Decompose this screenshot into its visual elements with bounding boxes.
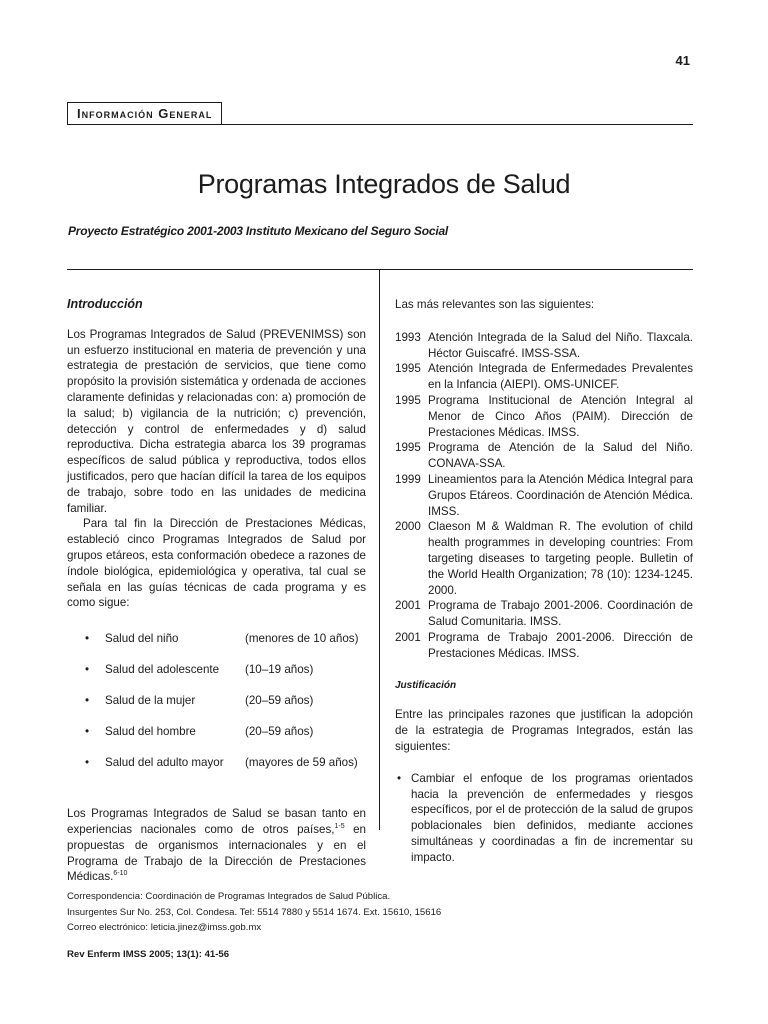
reference-superscript: 6-10: [113, 870, 128, 878]
groups-paragraph: Para tal fin la Dirección de Prestaciones Médicas, estableció cinco Programas Integrados de Salud por grupos etáreos, esta conformación obedece a razones de índole biológica, epidemiológica y operativa, tal cual se señala en las guías técnicas de cada programa y es como sigue:: [67, 517, 366, 610]
bullet-icon: •: [85, 725, 90, 739]
group-name: Salud del adolescente: [105, 663, 220, 677]
reasons-list: [395, 771, 693, 866]
section-tag: Información General: [67, 102, 222, 125]
reference-year: 2001: [395, 599, 421, 613]
group-age-range: (mayores de 59 años): [245, 756, 358, 770]
group-age-range: (20–59 años): [245, 725, 314, 739]
reference-item: [395, 598, 693, 630]
bullet-icon: •: [85, 663, 90, 677]
reference-year: 2001: [395, 630, 421, 644]
section-heading-justificacion: Justificación: [395, 679, 457, 691]
group-age-range: (menores de 10 años): [245, 632, 359, 646]
bullet-icon: •: [397, 771, 402, 785]
reference-text: Programa de Trabajo 2001-2006. Dirección de Prestaciones Médicas. IMSS.: [428, 630, 693, 660]
group-name: Salud del hombre: [105, 725, 196, 739]
reference-text: Programa de Trabajo 2001-2006. Coordinación de Salud Comunitaria. IMSS.: [428, 599, 693, 629]
bullet-icon: •: [85, 632, 90, 646]
list-item: [67, 631, 366, 662]
list-item: [395, 771, 693, 866]
reference-text: Programa de Atención de la Salud del Niño. CONAVA-SSA.: [428, 441, 693, 471]
reference-item: [395, 472, 693, 519]
group-age-range: (10–19 años): [245, 663, 314, 677]
journal-citation: Rev Enferm IMSS 2005; 13(1): 41-56: [67, 949, 230, 960]
justification-intro: Entre las principales razones que justifican la adopción de la estrategia de Programas Integrados, están las siguientes:: [395, 708, 693, 753]
reference-text: Claeson M & Waldman R. The evolution of child health programmes in developing countries: From targeting diseases to targeting people. Bulletin of the World Health Organization; 78 (10): 1234-1245. 2000.: [428, 520, 693, 597]
reference-text: Lineamientos para la Atención Médica Integral para Grupos Etáreos. Coordinación de Atención Médica. IMSS.: [428, 472, 693, 518]
basis-paragraph: [67, 806, 366, 885]
subtitle: Proyecto Estratégico 2001-2003 Instituto Mexicano del Seguro Social: [68, 224, 449, 238]
age-group-list: [67, 631, 366, 786]
reference-item: [395, 330, 693, 362]
intro-paragraph: Los Programas Integrados de Salud (PREVENIMSS) son un esfuerzo institucional en materia de prevención y una estrategia de prestación de servicios, que tiene como propósito la provisión sistemática y ordenada de acciones claramente definidas y relacionadas con: a) promoción de la salud; b) vigilancia de la nutrición; c) prevención, detección y control de enfermedades y d) salud reproductiva. Dicha estrategia abarca los 39 programas específicos de salud pública y reproductiva, todos ellos justificados, pero que hacían difícil la tarea de los equipos de trabajo, sobre todo en las unidades de medicina familiar.: [67, 327, 366, 515]
section-heading-introduccion: Introducción: [67, 297, 143, 311]
correspondence-block: [67, 889, 693, 936]
list-item: [67, 662, 366, 693]
bullet-icon: •: [85, 756, 90, 770]
references-intro: Las más relevantes son las siguientes:: [395, 298, 595, 311]
reference-item: [395, 440, 693, 472]
reference-text: Atención Integrada de la Salud del Niño. Tlaxcala. Héctor Guiscafré. IMSS-SSA.: [428, 330, 693, 360]
reference-year: 1999: [395, 472, 421, 486]
reference-item: [395, 519, 693, 598]
group-name: Salud del adulto mayor: [105, 756, 224, 770]
bullet-icon: •: [85, 694, 90, 708]
correspondence-line: Correspondencia: Coordinación de Programas Integrados de Salud Pública.: [67, 891, 391, 902]
basis-text-a: Los Programas Integrados de Salud se basan tanto en experiencias nacionales como de otros países,: [67, 807, 366, 836]
left-column: [67, 297, 366, 885]
reference-superscript: 1-5: [334, 823, 345, 831]
reference-year: 1993: [395, 330, 421, 344]
page-number: 41: [675, 53, 690, 68]
reason-text: Cambiar el enfoque de los programas orientados hacia la prevención de enfermedades y riesgos específicos, por el de protección de la salud de grupos poblacionales bien definidos, mediante acciones simultáneas y coordinadas a fin de incrementar su impacto.: [411, 771, 693, 864]
group-name: Salud de la mujer: [105, 694, 196, 708]
group-name: Salud del niño: [105, 632, 179, 646]
email-line: Correo electrónico: leticia.jinez@imss.gob.mx: [67, 922, 262, 933]
list-item: [67, 693, 366, 724]
address-line: Insurgentes Sur No. 253, Col. Condesa. Tel: 5514 7880 y 5514 1674. Ext. 15610, 15616: [67, 906, 442, 918]
list-item: [67, 755, 366, 786]
right-column: [395, 297, 693, 866]
column-divider: [379, 269, 380, 830]
reference-year: 1995: [395, 393, 421, 407]
header-rule: [67, 269, 693, 270]
basis-text-b: en propuestas de organismos internacionales y en el Programa de Trabajo de la Dirección de Prestaciones Médicas.: [67, 822, 366, 884]
reference-item: [395, 393, 693, 440]
group-age-range: (20–59 años): [245, 694, 314, 708]
reference-text: Programa Institucional de Atención Integral al Menor de Cinco Años (PAIM). Dirección de Prestaciones Médicas. IMSS.: [428, 393, 693, 439]
reference-year: 1995: [395, 362, 421, 376]
reference-item: [395, 630, 693, 662]
page-title: Programas Integrados de Salud: [197, 169, 571, 199]
reference-item: [395, 361, 693, 393]
reference-year: 1995: [395, 441, 421, 455]
reference-text: Atención Integrada de Enfermedades Prevalentes en la Infancia (AIEPI). OMS-UNICEF.: [428, 362, 693, 392]
list-item: [67, 724, 366, 755]
reference-year: 2000: [395, 520, 421, 534]
